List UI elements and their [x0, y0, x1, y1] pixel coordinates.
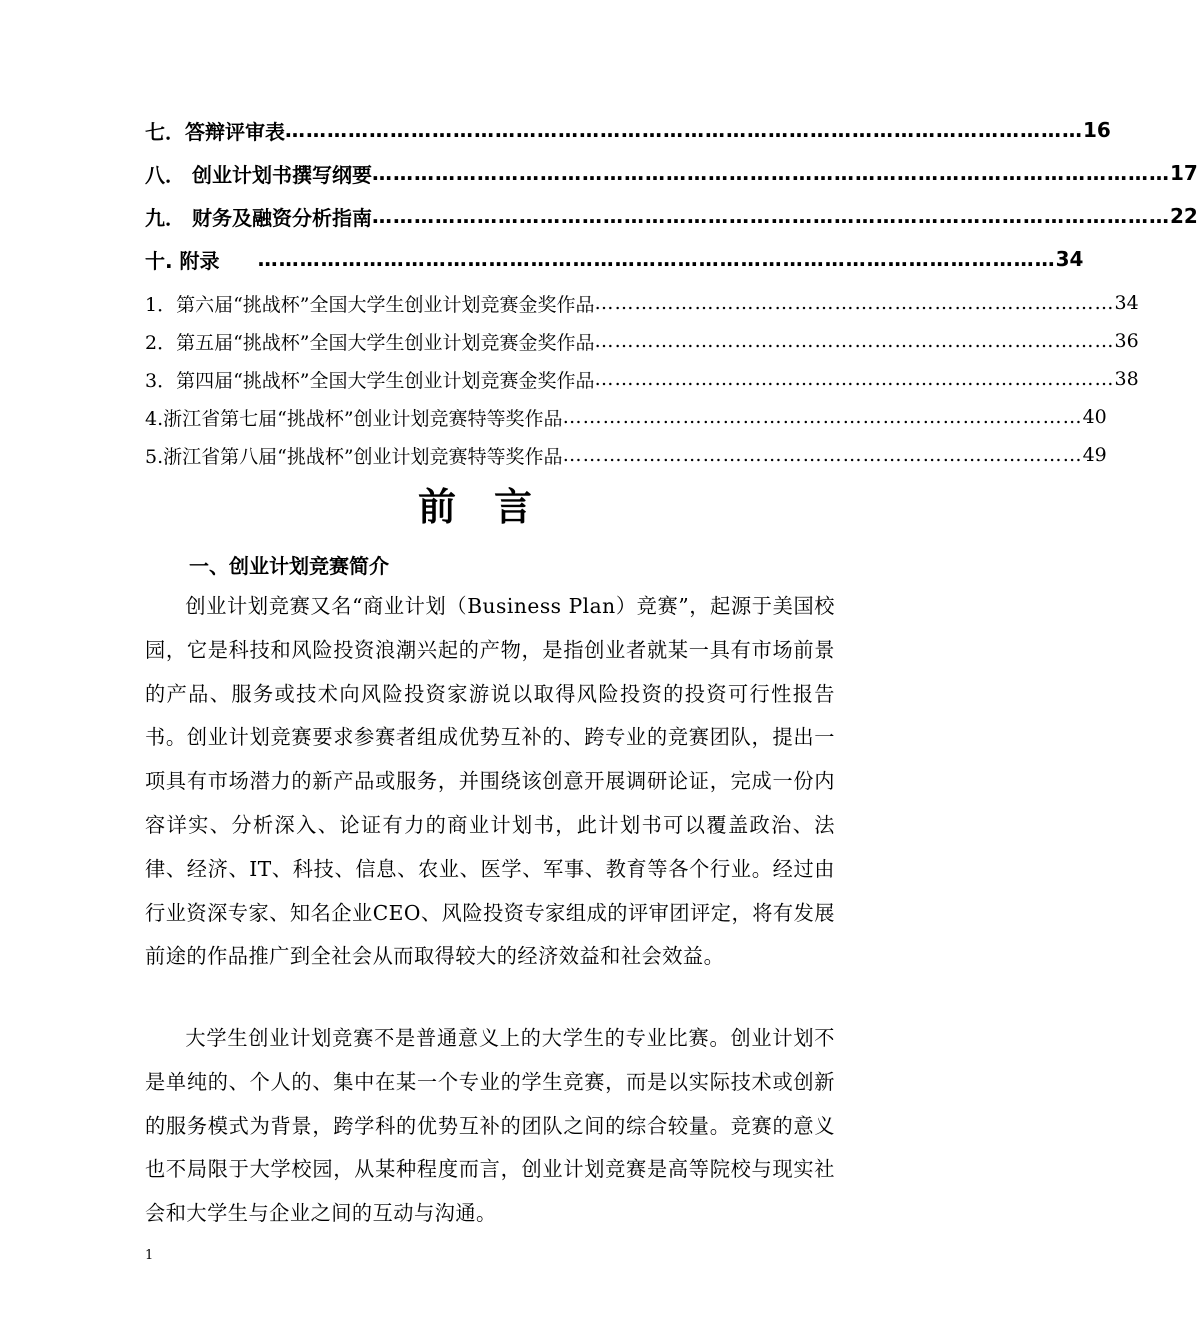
toc-leader-dots: ……………………………………………………………………………………………………: [371, 204, 1170, 228]
toc-entry-page: 36: [1114, 330, 1139, 352]
toc-entry-label: 九． 财务及融资分析指南: [145, 205, 372, 230]
toc-entry-label: 七．答辩评审表: [145, 119, 285, 144]
toc-entry-label: 2．第五届“挑战杯”全国大学生创业计划竞赛金奖作品: [145, 331, 595, 354]
paragraph-comparison: 大学生创业计划竞赛不是普通意义上的大学生的专业比赛。创业计划不是单纯的、个人的、集中在某一个专业的学生竞赛，而是以实际技术或创新的服务模式为背景，跨学科的优势互补的团队之间的综合较量。竞赛的意义也不局限于大学校园，从某种程度而言，创业计划竞赛是高等院校与现实社会和大学生与企业之间的互动与沟通。: [145, 1026, 835, 1226]
toc-entry-label: 4.浙江省第七届“挑战杯”创业计划竞赛特等奖作品: [145, 407, 563, 430]
toc-entry-page: 34: [1055, 247, 1084, 271]
toc-sub-entry-3[interactable]: [145, 363, 1139, 395]
toc-entry-10[interactable]: [145, 243, 1084, 275]
section-heading: 一、创业计划竞赛简介: [189, 554, 389, 578]
toc-entry-label: 1．第六届“挑战杯”全国大学生创业计划竞赛金奖作品: [145, 293, 595, 316]
toc-leader-dots: ……………………………………………………………………: [594, 368, 1115, 390]
toc-entry-page: 40: [1082, 406, 1107, 428]
toc-entry-label: 5.浙江省第八届“挑战杯”创业计划竞赛特等奖作品: [145, 445, 563, 468]
toc-entry-page: 34: [1114, 292, 1139, 314]
toc-entry-label: 八． 创业计划书撰写纲要: [145, 162, 372, 187]
toc-entry-page: 38: [1114, 368, 1139, 390]
toc-sub-entry-2[interactable]: [145, 325, 1139, 357]
toc-entry-page: 49: [1082, 444, 1107, 466]
toc-entry-7[interactable]: [145, 114, 1111, 146]
toc-sub-entry-1[interactable]: [145, 287, 1139, 319]
toc-entry-page: 16: [1083, 118, 1111, 142]
toc-entry-page: 22: [1169, 204, 1198, 228]
page-number: 1: [145, 1248, 154, 1263]
toc-entry-8[interactable]: [145, 157, 1198, 189]
toc-entry-label: 十. 附录: [145, 248, 220, 273]
toc-leader-dots: ……………………………………………………………………………………………………: [285, 118, 1083, 142]
toc-entry-9[interactable]: [145, 200, 1198, 232]
toc-leader-dots: ……………………………………………………………………: [562, 406, 1083, 428]
paragraph-intro: 创业计划竞赛又名“商业计划（Business Plan）竞赛”，起源于美国校园，它是科技和风险投资浪潮兴起的产物，是指创业者就某一具有市场前景的产品、服务或技术向风险投资家游说以取得风险投资的投资可行性报告书。创业计划竞赛要求参赛者组成优势互补的、跨专业的竞赛团队，提出一项具有市场潜力的新产品或服务，并围绕该创意开展调研论证，完成一份内容详实、分析深入、论证有力的商业计划书，此计划书可以覆盖政治、法律、经济、IT、科技、信息、农业、医学、军事、教育等各个行业。经过由行业资深专家、知名企业CEO、风险投资专家组成的评审团评定，将有发展前途的作品推广到全社会从而取得较大的经济效益和社会效益。: [145, 594, 835, 969]
toc-leader-dots: ……………………………………………………………………: [562, 444, 1083, 466]
toc-leader-dots: ……………………………………………………………………………………………………: [371, 161, 1170, 185]
page-title: 前言: [417, 485, 570, 529]
toc-leader-dots: ……………………………………………………………………: [594, 292, 1115, 314]
toc-entry-label: 3．第四届“挑战杯”全国大学生创业计划竞赛金奖作品: [145, 369, 595, 392]
toc-entry-page: 17: [1169, 161, 1198, 185]
toc-leader-dots: ……………………………………………………………………: [594, 330, 1115, 352]
toc-leader-dots: ……………………………………………………………………………………………………: [257, 247, 1056, 271]
toc-sub-entry-5[interactable]: [145, 439, 1107, 471]
toc-sub-entry-4[interactable]: [145, 401, 1107, 433]
